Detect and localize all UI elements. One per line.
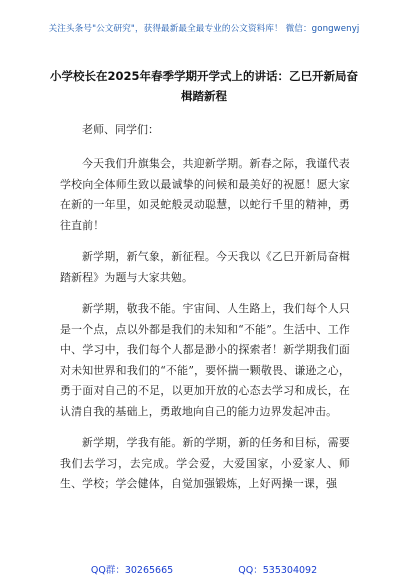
- greeting: 老师、同学们：: [82, 123, 159, 136]
- header-banner: 关注头条号"公文研究"，获得最新最全最专业的公文资料库！ 微信：gongwenyj: [48, 24, 360, 34]
- paragraph-3: 新学期，敬我不能。宇宙间、人生路上，我们每个人只是一个点，点以外都是我们的未知和“不能”。生活中、工作中、学习中，我们每个人都是渺小的探索者！新学期我们面对未知世界和我们的“不能”，要怀揣一颗敬畏、谦逊之心，勇于面对自己的不足，以更加开放的心态去学习和成长，在认清自我的基础上，勇敢地向自己的能力边界发起冲击。: [60, 302, 350, 418]
- paragraph-4: 新学期，学我有能。新的学期，新的任务和目标，需要我们去学习，去完成。学会爱，大爱国家，小爱家人、师生、学校；学会健体，自觉加强锻炼，上好两操一课，强: [60, 436, 350, 490]
- document-title: 小学校长在2025年春季学期开学式上的讲话：乙巳开新局奋楫踏新程: [50, 69, 359, 103]
- document-body: [60, 120, 350, 506]
- paragraph-1: 今天我们升旗集会，共迎新学期。新春之际，我谨代表学校向全体师生致以最诚挚的问候和最美好的祝愿！愿大家在新的一年里，如灵蛇般灵动聪慧，以蛇行千里的精神，勇往直前！: [60, 157, 350, 232]
- footer-qq-group: QQ群：30265665: [90, 565, 174, 576]
- footer-qq: QQ：535304092: [238, 565, 318, 576]
- footer-contact: [0, 562, 408, 576]
- paragraph-2: 新学期，新气象，新征程。今天我以《乙巳开新局奋楫踏新程》为题与大家共勉。: [60, 250, 350, 284]
